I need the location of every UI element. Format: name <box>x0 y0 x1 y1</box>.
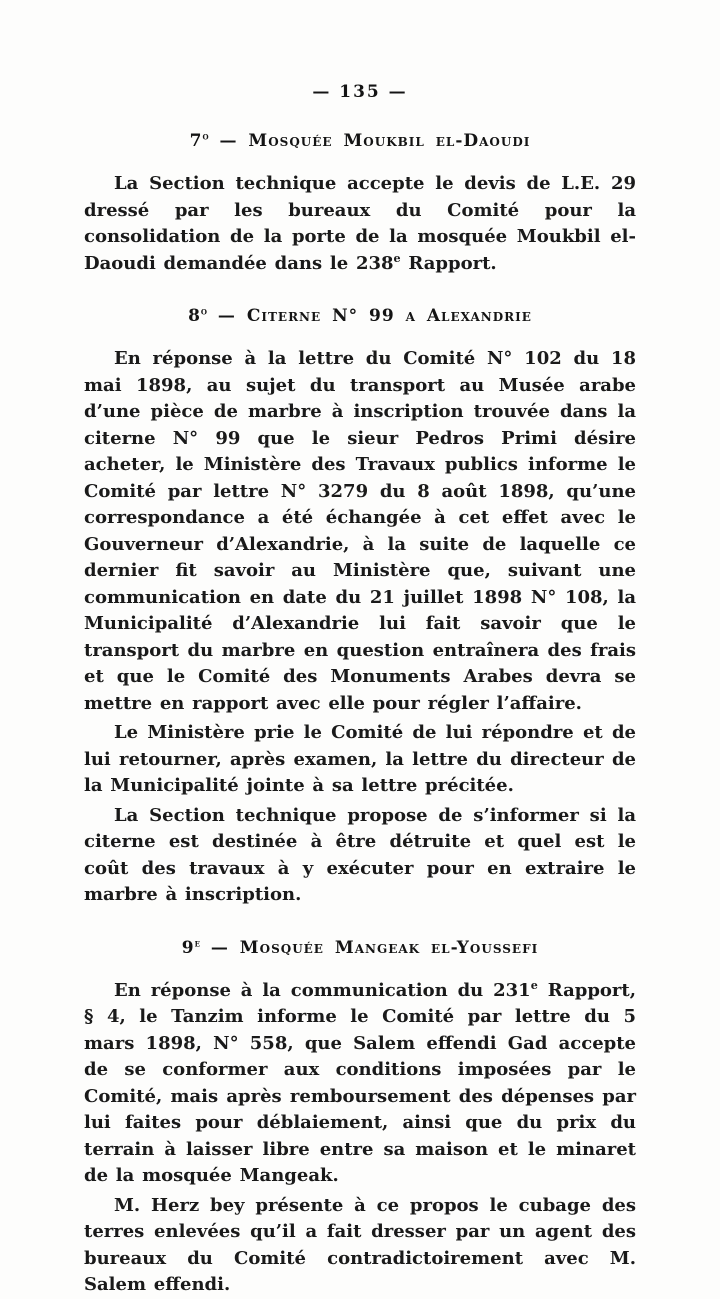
ordinal-superscript: e <box>194 936 200 949</box>
section-heading-3: 9e — Mosquée Mangeak el-Youssefi <box>181 936 539 958</box>
section-heading-2: 8$^o$ — Citerne N° 99 a Alexandrie <box>188 305 532 326</box>
ordinal-superscript: e <box>393 251 401 265</box>
paragraph: La Section technique propose de s’informer si la citerne est destinée à être détruite et quel est le coût des travaux à y exécuter pour en extraire le marbre à inscription. <box>84 804 636 905</box>
text-block <box>84 131 636 1299</box>
paragraph: En réponse à la communication du 231e Rapport, § 4, le Tanzim informe le Comité par lettre du 5 mars 1898, N° 558, que Salem effendi Gad accepte de se conformer aux conditions imposées par le Comité, mais après remboursement des dépenses par lui faites pour déblaiement, ainsi que du prix du terrain à laisser libre entre sa maison et le minaret de la mosquée Mangeak. <box>84 978 636 1186</box>
paragraph: M. Herz bey présente à ce propos le cubage des terres enlevées qu’il a fait dresser par un agent des bureaux du Comité contradictoirement avec M. Salem effendi. <box>84 1194 636 1295</box>
paragraph: Le Ministère prie le Comité de lui répondre et de lui retourner, après examen, la lettre du directeur de la Municipalité jointe à sa lettre précitée. <box>84 722 636 796</box>
ordinal-superscript: e <box>530 978 538 992</box>
ordinal-superscript: o <box>200 305 208 318</box>
paragraph: La Section technique accepte le devis de L.E. 29 dressé par les bureaux du Comité pour la consolidation de la porte de la mosquée Moukbil el-Daoudi demandée dans le 238e Rapport. <box>84 173 636 274</box>
paragraph: En réponse à la lettre du Comité N° 102 du 18 mai 1898, au sujet du transport au Musée arabe d’une pièce de marbre à inscription trouvée dans la citerne N° 99 que le sieur Pedros Primi désire acheter, le Ministère des Travaux publics informe le Comité par lettre N° 3279 du 8 août 1898, qu’une correspondance a été échangée à cet effet avec le Gouverneur d’Alexandrie, à la suite de laquelle ce dernier fit savoir au Ministère que, suivant une communication en date du 21 juillet 1898 N° 108, la Municipalité d’Alexandrie lui fait savoir que le transport du marbre en question entraînera des frais et que le Comité des Monuments Arabes devra se mettre en rapport avec elle pour régler l’affaire. <box>84 348 636 714</box>
section-heading-1: 7$^o$ — Mosquée Moukbil el-Daoudi <box>189 130 531 151</box>
ordinal-superscript: o <box>202 130 209 143</box>
page-number: — 135 — <box>312 82 408 102</box>
